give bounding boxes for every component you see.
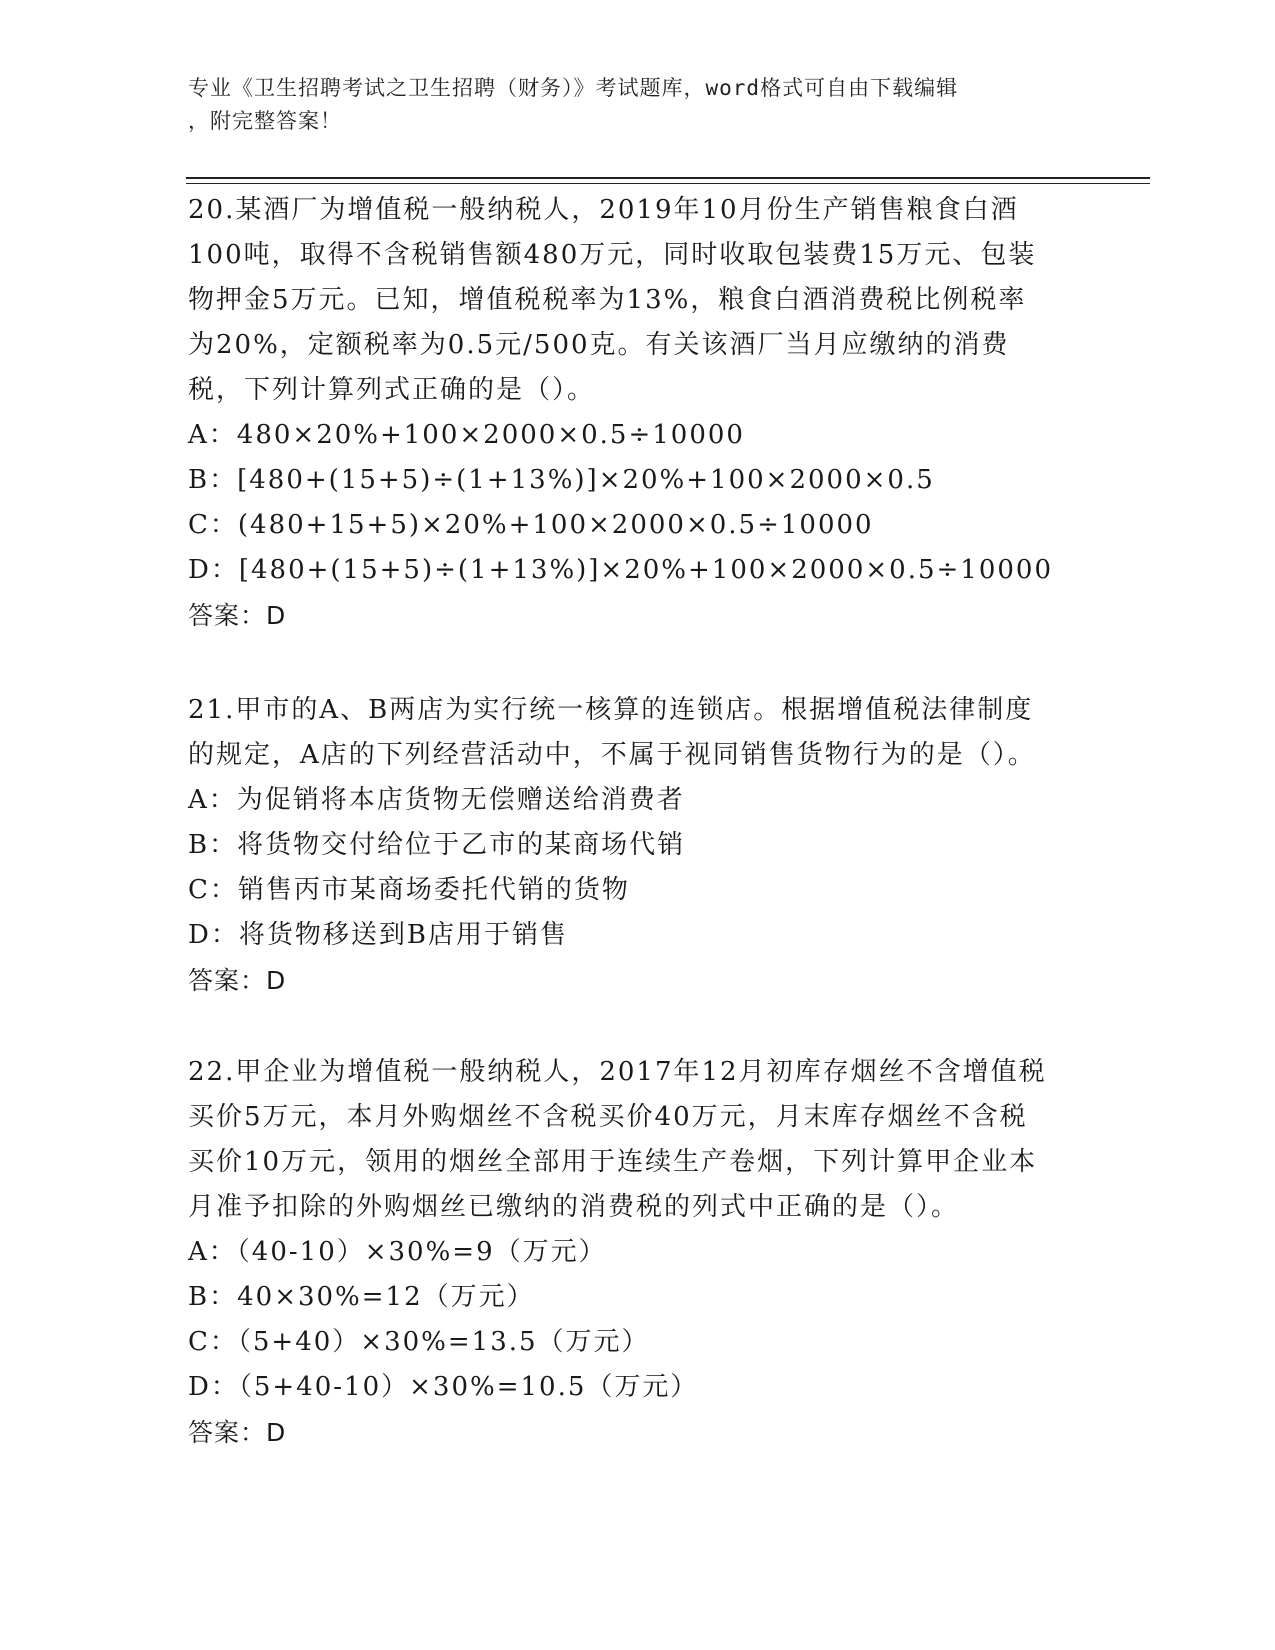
question-20 <box>188 188 1088 638</box>
document-header <box>188 72 1068 138</box>
question-stem-line: 100吨，取得不含税销售额480万元，同时收取包装费15万元、包装 <box>188 240 1037 270</box>
question-22 <box>188 1050 1088 1455</box>
question-stem-line: 买价10万元，领用的烟丝全部用于连续生产卷烟，下列计算甲企业本 <box>188 1147 1038 1177</box>
question-stem-line: 的规定，A店的下列经营活动中，不属于视同销售货物行为的是（）。 <box>188 740 1036 770</box>
option-c: C：销售丙市某商场委托代销的货物 <box>188 875 630 905</box>
option-b: B：将货物交付给位于乙市的某商场代销 <box>188 830 686 860</box>
answer-label: 答案：D <box>188 1418 287 1447</box>
header-line-1: 专业《卫生招聘考试之卫生招聘（财务）》考试题库，word格式可自由下载编辑 <box>188 76 959 100</box>
option-a: A：480×20%+100×2000×0.5÷10000 <box>188 420 745 450</box>
option-d: D：（5+40-10）×30%=10.5（万元） <box>188 1372 699 1402</box>
option-a: A：（40-10）×30%=9（万元） <box>188 1237 607 1267</box>
option-c: C：（5+40）×30%=13.5（万元） <box>188 1327 650 1357</box>
answer-label: 答案：D <box>188 601 287 630</box>
option-d: D：[480+(15+5)÷(1+13%)]×20%+100×2000×0.5÷10000 <box>188 555 1053 585</box>
header-line-2: ，附完整答案！ <box>188 109 342 133</box>
question-stem-line: 22.甲企业为增值税一般纳税人，2017年12月初库存烟丝不含增值税 <box>188 1057 1047 1087</box>
question-stem-line: 月准予扣除的外购烟丝已缴纳的消费税的列式中正确的是（）。 <box>188 1192 960 1222</box>
question-stem-line: 20.某酒厂为增值税一般纳税人，2019年10月份生产销售粮食白酒 <box>188 195 1019 225</box>
answer-label: 答案：D <box>188 966 287 995</box>
header-divider-thick <box>186 177 1150 179</box>
question-stem-line: 为20%，定额税率为0.5元/500克。有关该酒厂当月应缴纳的消费 <box>188 330 1010 360</box>
question-stem-line: 物押金5万元。已知，增值税税率为13%，粮食白酒消费税比例税率 <box>188 285 1027 315</box>
question-stem-line: 买价5万元，本月外购烟丝不含税买价40万元，月末库存烟丝不含税 <box>188 1102 1028 1132</box>
question-stem-line: 21.甲市的A、B两店为实行统一核算的连锁店。根据增值税法律制度 <box>188 695 1034 725</box>
question-21 <box>188 688 1088 1003</box>
header-divider-thin <box>186 183 1150 184</box>
option-b: B：[480+(15+5)÷(1+13%)]×20%+100×2000×0.5 <box>188 465 935 495</box>
question-stem-line: 税，下列计算列式正确的是（）。 <box>188 375 596 405</box>
option-c: C：(480+15+5)×20%+100×2000×0.5÷10000 <box>188 510 874 540</box>
option-a: A：为促销将本店货物无偿赠送给消费者 <box>188 785 685 815</box>
option-b: B：40×30%=12（万元） <box>188 1282 535 1312</box>
option-d: D：将货物移送到B店用于销售 <box>188 920 568 950</box>
